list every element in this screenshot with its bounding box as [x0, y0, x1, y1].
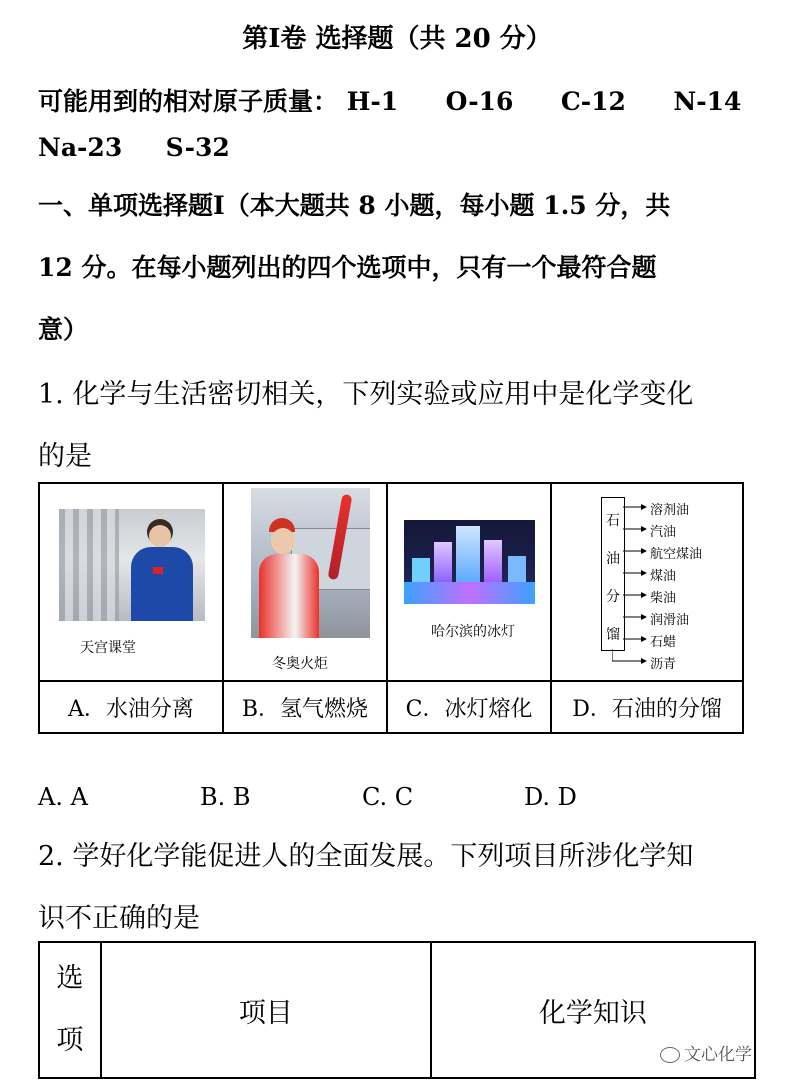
distillation-arrows [612, 498, 652, 668]
caption-olympic-torch: 冬奥火炬 [272, 656, 328, 672]
distill-product-5: 柴油 [650, 591, 677, 606]
q2-header-option-bottom: 项 [56, 1025, 84, 1056]
atomic-mass-line-2 [38, 133, 758, 162]
q1-option-c: C．冰灯熔化 [387, 681, 551, 733]
distill-char-2: 油 [606, 551, 620, 567]
q1-answer-d[interactable]: D. D [524, 783, 577, 811]
olympic-torch-image [251, 488, 370, 638]
watermark [660, 1040, 752, 1065]
q2-header-item: 项目 [101, 942, 431, 1078]
q1-option-b: B．氢气燃烧 [223, 681, 387, 733]
section-heading-line-2: 12 分。在每小题列出的四个选项中，只有一个最符合题 [38, 253, 657, 282]
atomic-mass-h: H-1 [346, 87, 399, 116]
wechat-icon [660, 1047, 680, 1063]
distill-product-2: 汽油 [650, 525, 677, 540]
distill-product-6: 润滑油 [650, 613, 690, 628]
section-heading-line-3: 意） [38, 315, 89, 344]
space-station-image [59, 509, 205, 621]
caption-space-classroom: 天宫课堂 [80, 640, 136, 656]
atomic-mass-s: S-32 [165, 133, 230, 162]
distill-char-4: 馏 [606, 627, 620, 643]
q1-answer-c[interactable]: C. C [362, 783, 414, 811]
distill-product-3: 航空煤油 [650, 547, 703, 562]
q1-stem-line-1: 1. 化学与生活密切相关，下列实验或应用中是化学变化 [38, 379, 694, 410]
q1-stem-line-2: 的是 [38, 441, 92, 472]
atomic-mass-label: 可能用到的相对原子质量： [38, 87, 339, 116]
section-heading-line-1: 一、单项选择题Ⅰ（本大题共 8 小题，每小题 1.5 分，共 [38, 191, 671, 220]
q1-option-d: D．石油的分馏 [551, 681, 743, 733]
atomic-mass-c: C-12 [560, 87, 626, 116]
q1-answer-b[interactable]: B. B [200, 783, 251, 811]
page-title: 第Ⅰ卷 选择题（共 20 分） [242, 24, 552, 54]
atomic-mass-o: O-16 [445, 87, 514, 116]
watermark-text: 文心化学 [684, 1045, 752, 1065]
q2-stem-line-1: 2. 学好化学能促进人的全面发展。下列项目所涉化学知 [38, 841, 694, 872]
ice-lantern-image [404, 520, 535, 604]
atomic-mass-n: N-14 [673, 87, 742, 116]
atomic-mass-na: Na-23 [38, 133, 123, 162]
caption-ice-lantern: 哈尔滨的冰灯 [431, 624, 515, 640]
distill-product-7: 石蜡 [650, 635, 677, 650]
q2-header-option-top: 选 [56, 963, 84, 994]
q1-option-a: A．水油分离 [39, 681, 223, 733]
distill-char-1: 石 [606, 513, 620, 529]
distill-product-4: 煤油 [650, 569, 677, 584]
q2-table [38, 941, 756, 1079]
distill-product-8: 沥青 [650, 657, 677, 672]
q2-header-knowledge: 化学知识 [431, 942, 755, 1078]
distill-char-3: 分 [606, 589, 620, 605]
atomic-mass-line [38, 82, 758, 118]
distill-product-1: 溶剂油 [650, 503, 690, 518]
q2-stem-line-2: 识不正确的是 [38, 903, 200, 934]
q2-header-option [39, 942, 101, 1078]
q1-answer-a[interactable]: A. A [38, 783, 88, 811]
